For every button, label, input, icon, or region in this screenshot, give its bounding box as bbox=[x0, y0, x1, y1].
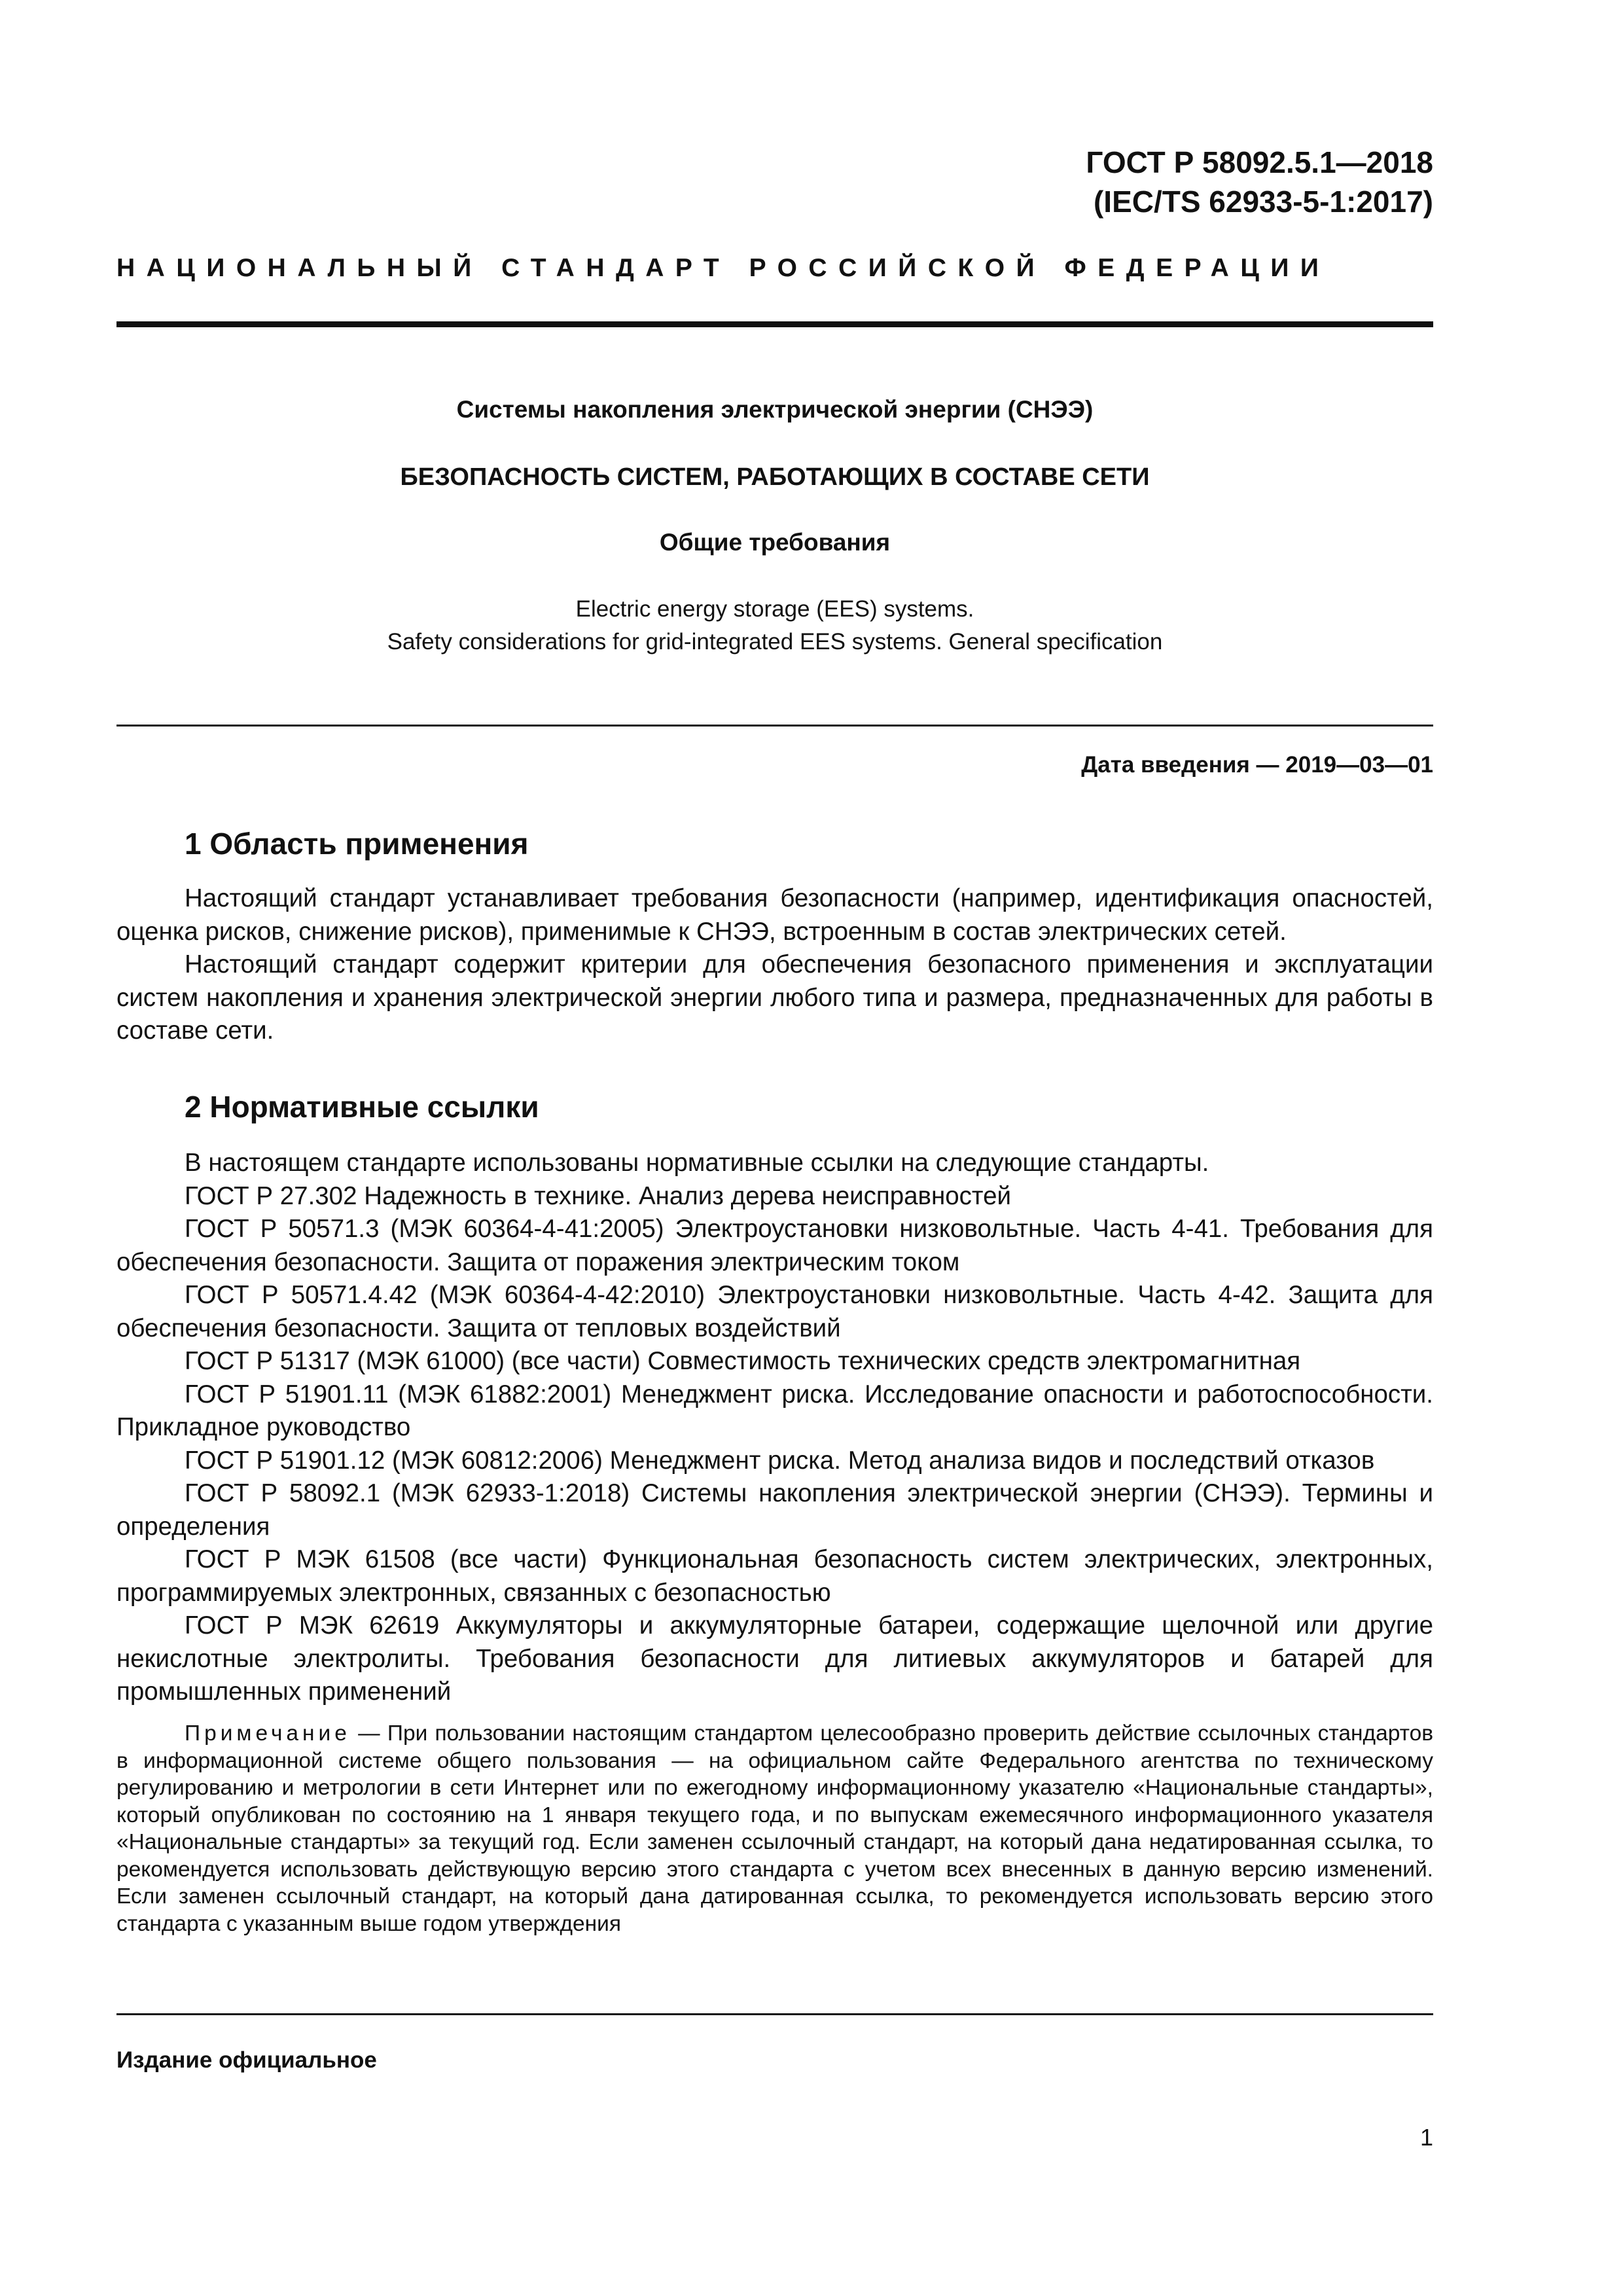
official-edition: Издание официальное bbox=[116, 2047, 377, 2073]
national-standard-banner: НАЦИОНАЛЬНЫЙ СТАНДАРТ РОССИЙСКОЙ ФЕДЕРАЦИИ bbox=[116, 254, 1330, 282]
paragraph: Настоящий стандарт содержит критерии для обеспечения безопасного применения и эксплуатации систем накопления и хранения электрической энергии любого типа и размера, предназначенных для работы в составе сети. bbox=[116, 950, 1433, 1045]
reference-item: ГОСТ Р 50571.3 (МЭК 60364-4-41:2005) Электроустановки низковольтные. Часть 4-41. Требования для обеспечения безопасности. Защита от поражения электрическим током bbox=[116, 1215, 1433, 1276]
reference-item: ГОСТ Р 27.302 Надежность в технике. Анализ дерева неисправностей bbox=[185, 1181, 1012, 1210]
header-divider bbox=[116, 321, 1433, 327]
section-2-body bbox=[116, 1147, 1433, 1709]
title-divider bbox=[116, 725, 1433, 726]
reference-item: ГОСТ Р 50571.4.42 (МЭК 60364-4-42:2010) Электроустановки низковольтные. Часть 4-42. Защита для обеспечения безопасности. Защита от тепловых воздействий bbox=[116, 1281, 1433, 1342]
section-1-body bbox=[116, 882, 1433, 1048]
introduction-date: Дата введения — 2019—03—01 bbox=[1081, 752, 1433, 778]
paragraph: В настоящем стандарте использованы нормативные ссылки на следующие стандарты. bbox=[185, 1149, 1209, 1177]
reference-item: ГОСТ Р 51317 (МЭК 61000) (все части) Совместимость технических средств электромагнитная bbox=[185, 1347, 1301, 1375]
english-title-line-2: Safety considerations for grid-integrated EES systems. General specification bbox=[387, 629, 1163, 655]
reference-item: ГОСТ Р 58092.1 (МЭК 62933-1:2018) Системы накопления электрической энергии (СНЭЭ). Термины и определения bbox=[116, 1479, 1433, 1541]
reference-item: ГОСТ Р МЭК 61508 (все части) Функциональная безопасность систем электрических, электронных, программируемых электронных, связанных с безопасностью bbox=[116, 1545, 1433, 1607]
reference-item: ГОСТ Р 51901.11 (МЭК 61882:2001) Менеджмент риска. Исследование опасности и работоспособности. Прикладное руководство bbox=[116, 1380, 1433, 1441]
reference-item: ГОСТ Р МЭК 62619 Аккумуляторы и аккумуляторные батареи, содержащие щелочной или другие некислотные электролиты. Требования безопасности для литиевых аккумуляторов и батарей для промышленных применений bbox=[116, 1611, 1433, 1706]
english-title bbox=[116, 593, 1433, 658]
iec-number: (IEC/TS 62933-5-1:2017) bbox=[1093, 185, 1433, 219]
section-2-heading: 2 Нормативные ссылки bbox=[185, 1090, 539, 1124]
note-text: — При пользовании настоящим стандартом целесообразно проверить действие ссылочных стандартов в информационной системе общего пользования — на официальном сайте Федерального агентства по техническому регулированию и метрологии в сети Интернет или по ежегодному информационному указателю «Национальные стандарты», который опубликован по состоянию на 1 января текущего года, и по выпускам ежемесячного информационного указателя «Национальные стандарты» за текущий год. Если заменен ссылочный стандарт, на который дана недатированная ссылка, то рекомендуется использовать действующую версию этого стандарта с учетом всех внесенных в данную версию изменений. Если заменен ссылочный стандарт, на который дана датированная ссылка, то рекомендуется использовать версию этого стандарта с указанным выше годом утверждения bbox=[116, 1721, 1433, 1936]
footer-divider bbox=[116, 2013, 1433, 2015]
english-title-line-1: Electric energy storage (EES) systems. bbox=[575, 596, 974, 622]
title-line-1: Системы накопления электрической энергии (СНЭЭ) bbox=[456, 396, 1094, 423]
reference-item: ГОСТ Р 51901.12 (МЭК 60812:2006) Менеджмент риска. Метод анализа видов и последствий отказов bbox=[185, 1446, 1375, 1475]
title-line-3: Общие требования bbox=[659, 529, 891, 556]
paragraph: Настоящий стандарт устанавливает требования безопасности (например, идентификация опасностей, оценка рисков, снижение рисков), применимые к СНЭЭ, встроенным в состав электрических сетей. bbox=[116, 884, 1433, 946]
page-number: 1 bbox=[1419, 2124, 1433, 2151]
note-label: Примечание bbox=[185, 1721, 351, 1746]
gost-number: ГОСТ Р 58092.5.1—2018 bbox=[1086, 145, 1433, 179]
standard-designation bbox=[1086, 143, 1433, 221]
section-1-heading: 1 Область применения bbox=[185, 827, 529, 861]
title-line-2: БЕЗОПАСНОСТЬ СИСТЕМ, РАБОТАЮЩИХ В СОСТАВЕ СЕТИ bbox=[400, 463, 1150, 491]
note bbox=[116, 1720, 1433, 1937]
